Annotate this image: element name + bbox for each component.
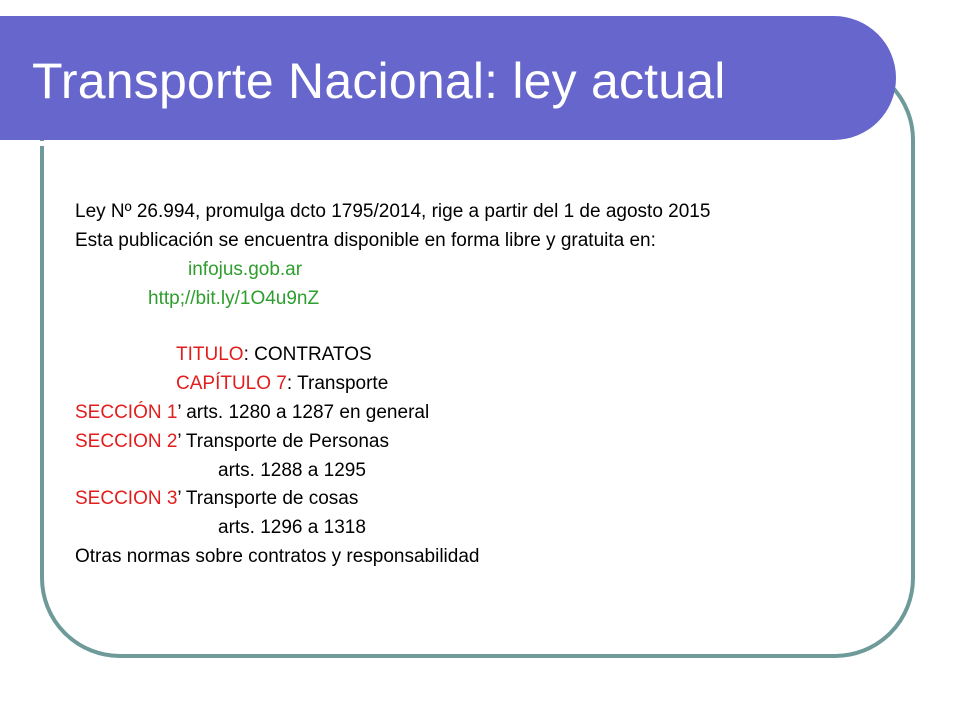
otras-normas-line: Otras normas sobre contratos y responsabilidad <box>75 546 480 567</box>
titulo-label: TITULO <box>176 344 244 365</box>
bitly-link[interactable]: http;//bit.ly/1O4u9nZ <box>148 288 320 309</box>
ley-line: Ley Nº 26.994, promulga dcto 1795/2014, rige a partir del 1 de agosto 2015 <box>75 201 711 222</box>
seccion2-value: ’ Transporte de Personas <box>177 431 390 452</box>
seccion3-label: SECCION 3 <box>75 488 178 509</box>
titulo-value: : CONTRATOS <box>243 344 372 365</box>
capitulo-line <box>176 372 388 396</box>
publicacion-line: Esta publicación se encuentra disponible en forma libre y gratuita en: <box>75 230 656 251</box>
capitulo-label: CAPÍTULO 7 <box>176 373 287 394</box>
seccion3-line <box>75 487 358 511</box>
seccion1-value: ’ arts. 1280 a 1287 en general <box>177 402 430 423</box>
capitulo-value: : Transporte <box>286 373 389 394</box>
seccion3-arts: arts. 1296 a 1318 <box>218 517 366 538</box>
titulo-line <box>176 343 372 367</box>
seccion1-line <box>75 401 429 425</box>
seccion3-value: ’ Transporte de cosas <box>177 488 359 509</box>
seccion1-label: SECCIÓN 1 <box>75 402 178 423</box>
slide-title: Transporte Nacional: ley actual <box>32 53 726 109</box>
infojus-link[interactable]: infojus.gob.ar <box>188 259 303 280</box>
seccion2-label: SECCION 2 <box>75 431 178 452</box>
seccion2-arts: arts. 1288 a 1295 <box>218 460 366 481</box>
seccion2-line <box>75 430 389 454</box>
